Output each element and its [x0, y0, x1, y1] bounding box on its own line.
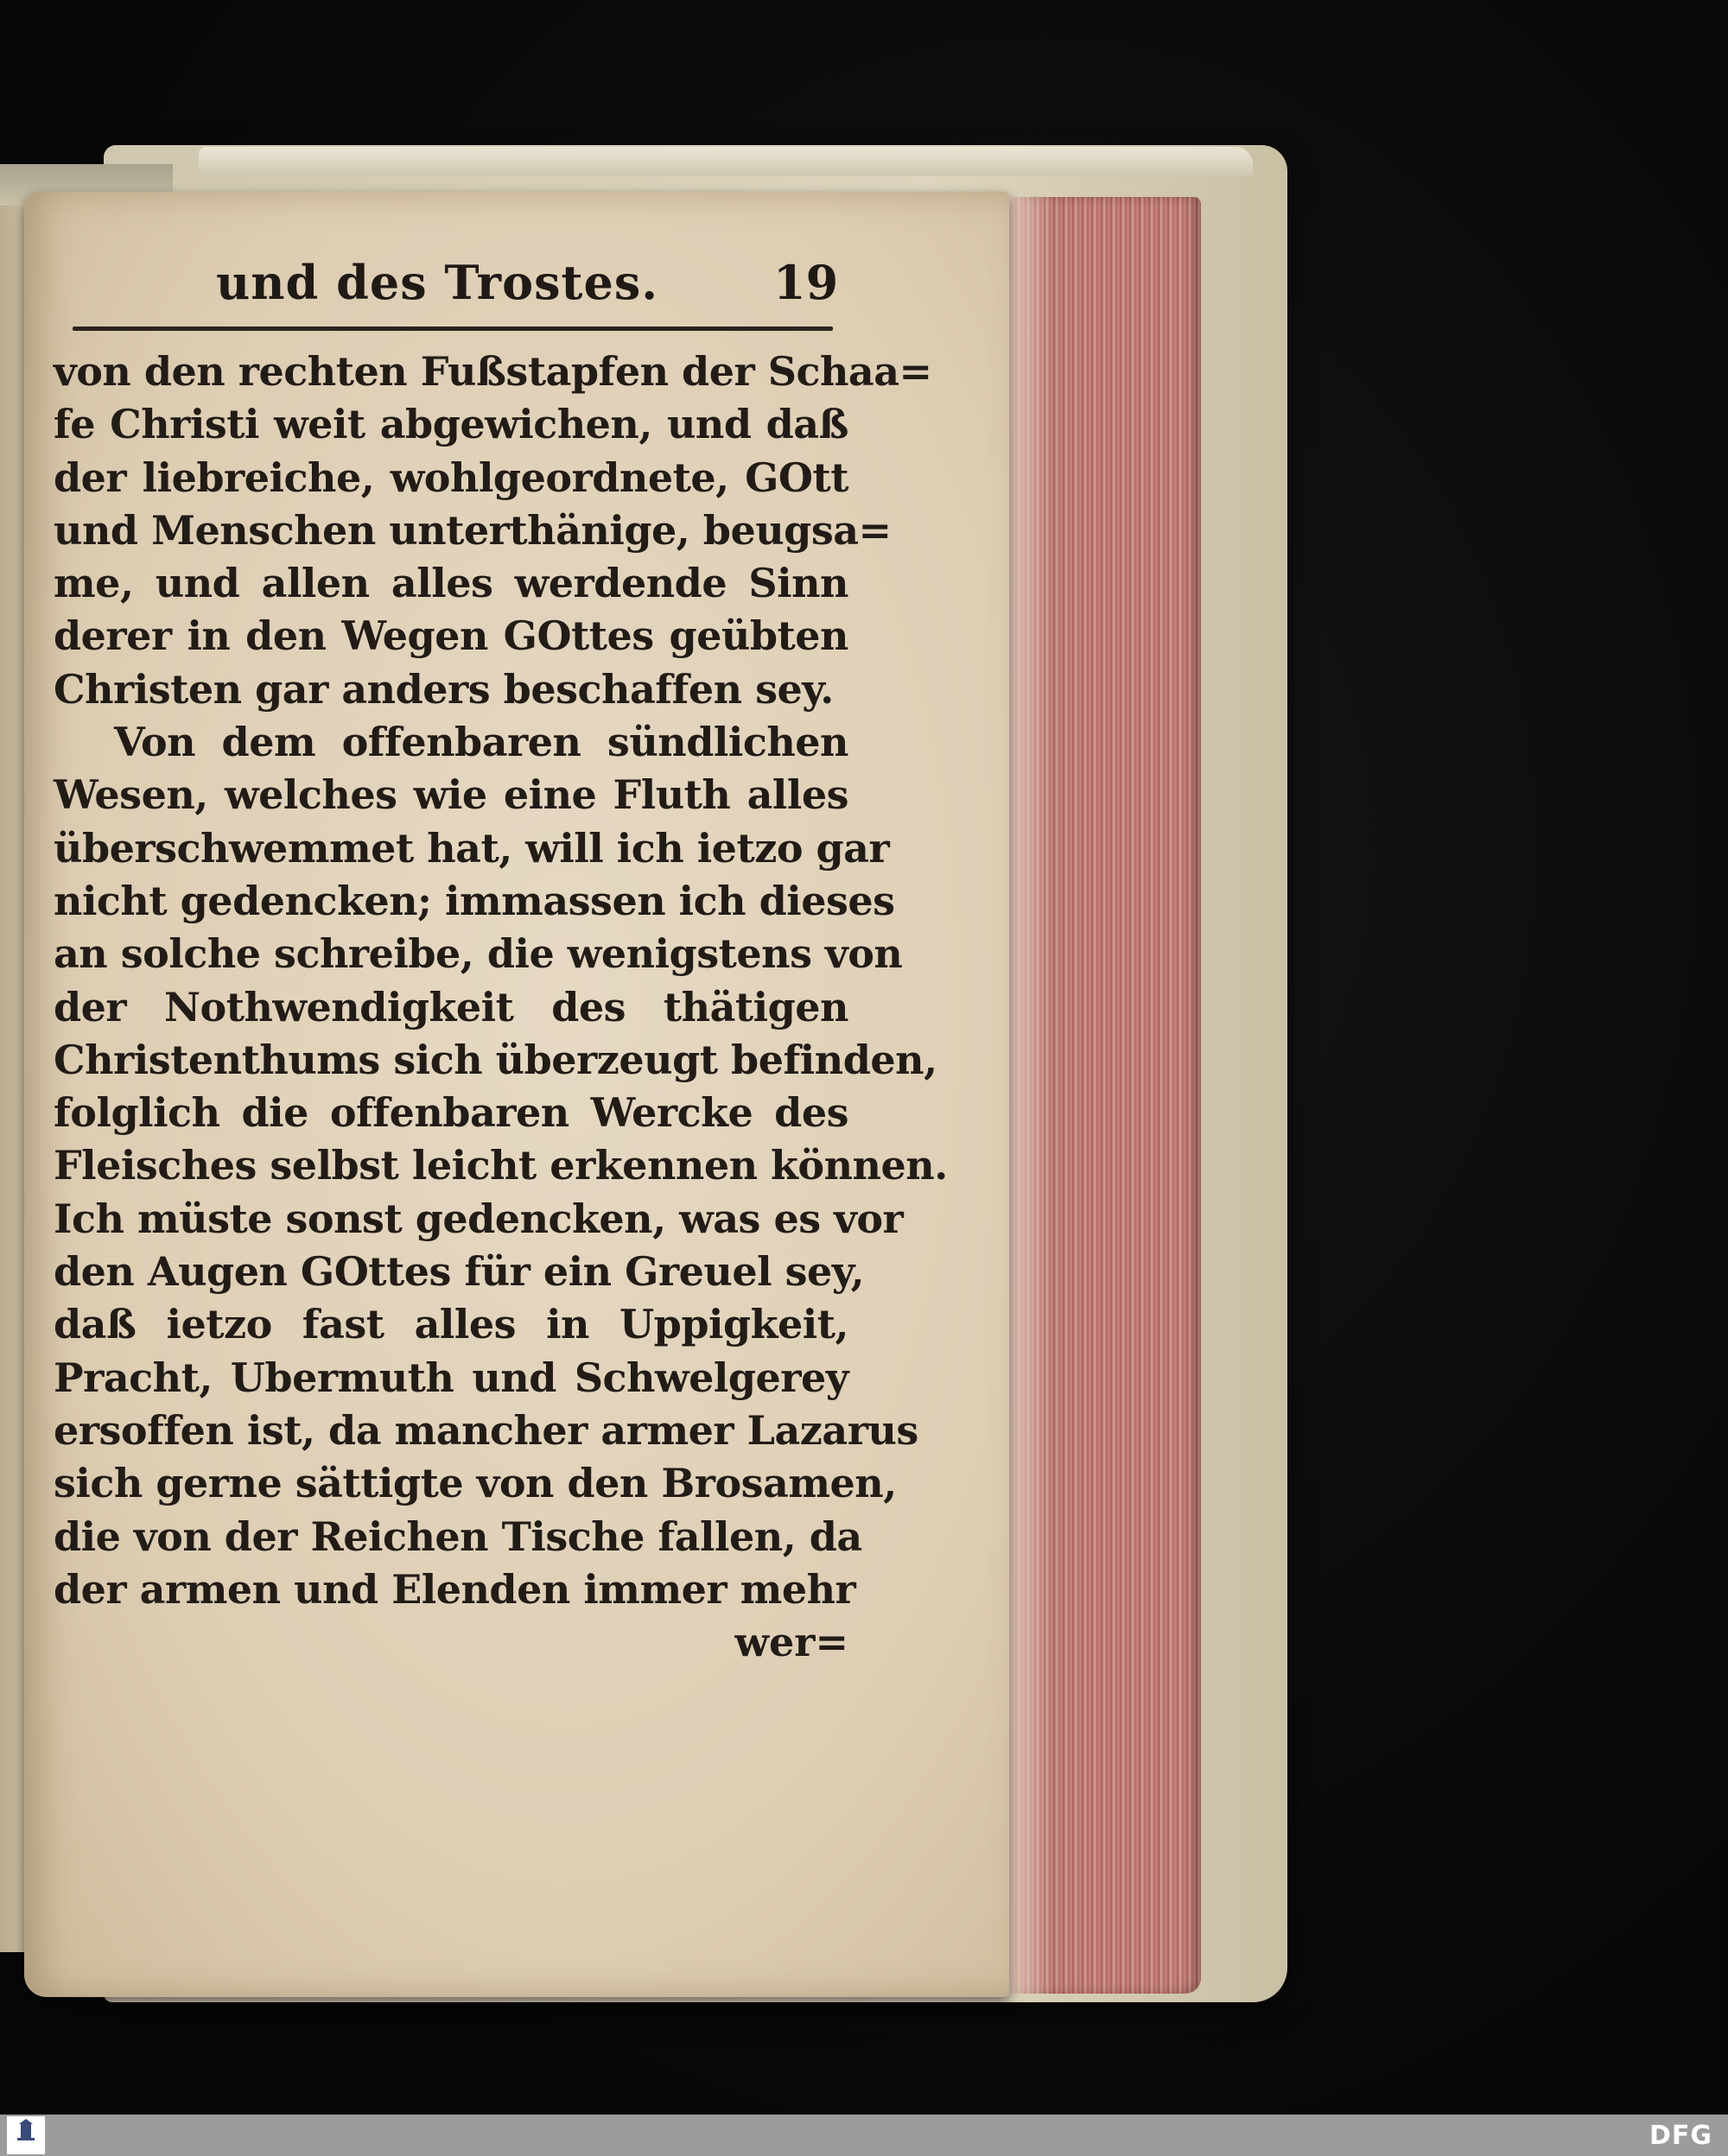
text-line: an solche schreibe, die wenigstens von: [54, 930, 903, 978]
text-line: folglich die offenbaren Wercke des: [54, 1089, 848, 1137]
text-line: Ich müste sonst gedencken, was es vor: [54, 1195, 904, 1242]
text-line: fe Christi weit abgewichen, und daß: [54, 401, 848, 448]
text-line: ersoffen ist, da mancher armer Lazarus: [54, 1406, 918, 1454]
text-line: sich gerne sättigte von den Brosamen,: [54, 1460, 897, 1507]
text-line: der liebreiche, wohlgeordnete, GOtt: [54, 453, 848, 501]
library-seal-icon: [12, 2119, 40, 2143]
text-line: und Menschen unterthänige, beugsa=: [54, 506, 892, 554]
page-number: 19: [773, 255, 839, 310]
text-line: überschwemmet hat, will ich ietzo gar: [54, 824, 890, 872]
running-head: und des Trostes.: [216, 255, 659, 310]
text-line: Wesen, welches wie eine Fluth alles: [54, 771, 848, 819]
dfg-logo: DFG: [1649, 2121, 1712, 2151]
page-text: [54, 346, 948, 1669]
fore-edge-shade: [1002, 197, 1054, 1994]
text-line: den Augen GOttes für ein Greuel sey,: [54, 1248, 865, 1296]
head-rule: [73, 327, 833, 331]
text-line: Christenthums sich überzeugt befinden,: [54, 1036, 937, 1083]
text-line: Fleisches selbst leicht erkennen können.: [54, 1142, 948, 1189]
text-line: die von der Reichen Tische fallen, da: [54, 1512, 862, 1560]
text-line: Christen gar anders beschaffen sey.: [54, 665, 834, 713]
viewer-footer: [0, 2115, 1728, 2156]
text-line: Von dem offenbaren sündlichen: [114, 719, 848, 766]
text-line: von den rechten Fußstapfen der Schaa=: [54, 348, 932, 395]
text-line: nicht gedencken; immassen ich dieses: [54, 877, 895, 924]
text-line: me, und allen alles werdende Sinn: [54, 560, 848, 607]
text-line: der armen und Elenden immer mehr: [54, 1565, 856, 1613]
catchword: wer=: [734, 1619, 848, 1666]
text-line: Pracht, Ubermuth und Schwelgerey: [54, 1354, 848, 1401]
text-line: daß ietzo fast alles in Uppigkeit,: [54, 1301, 848, 1348]
text-line: der Nothwendigkeit des thätigen: [54, 983, 848, 1030]
text-line: derer in den Wegen GOttes geübten: [54, 612, 848, 660]
book-cover-top-edge: [199, 147, 1253, 176]
